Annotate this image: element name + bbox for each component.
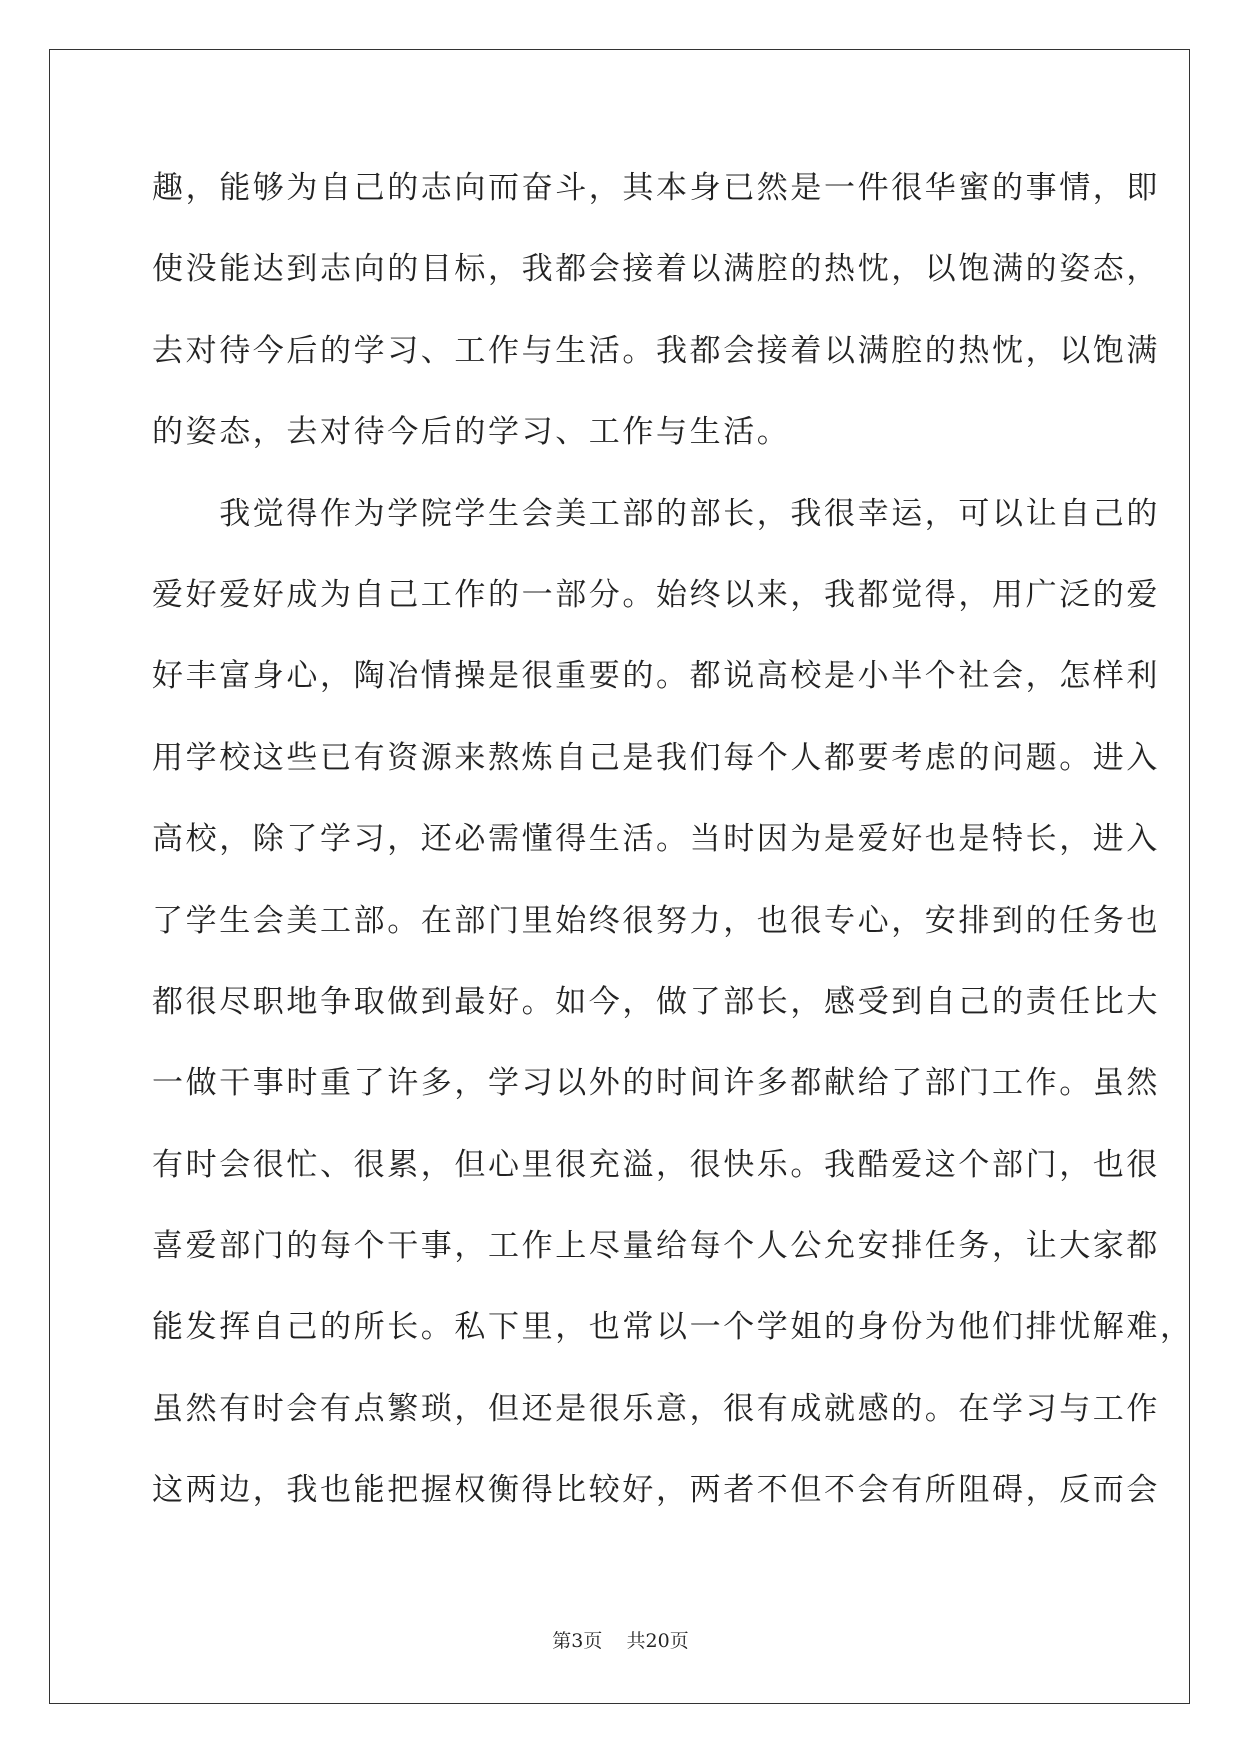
text-line: 趣，能够为自己的志向而奋斗，其本身已然是一件很华蜜的事情，即 bbox=[152, 170, 1160, 206]
text-line: 去对待今后的学习、工作与生活。我都会接着以满腔的热忱，以饱满 bbox=[152, 332, 1160, 369]
text-line: 的姿态，去对待今后的学习、工作与生活。 bbox=[152, 414, 791, 451]
text-line: 使没能达到志向的目标，我都会接着以满腔的热忱，以饱满的姿态， bbox=[152, 251, 1160, 288]
text-line: 喜爱部门的每个干事，工作上尽量给每个人公允安排任务，让大家都 bbox=[152, 1228, 1160, 1265]
text-line-paragraph-start: 我觉得作为学院学生会美工部的部长，我很幸运，可以让自己的 bbox=[152, 495, 1160, 532]
text-line: 高校，除了学习，还必需懂得生活。当时因为是爱好也是特长，进入 bbox=[152, 821, 1160, 858]
text-line: 都很尽职地争取做到最好。如今，做了部长，感受到自己的责任比大 bbox=[152, 983, 1160, 1020]
text-line: 虽然有时会有点繁琐，但还是很乐意，很有成就感的。在学习与工作 bbox=[152, 1390, 1160, 1427]
text-line: 有时会很忙、很累，但心里很充溢，很快乐。我酷爱这个部门，也很 bbox=[152, 1146, 1160, 1183]
text-line: 好丰富身心，陶冶情操是很重要的。都说高校是小半个社会，怎样利 bbox=[152, 658, 1160, 695]
text-line: 能发挥自己的所长。私下里，也常以一个学姐的身份为他们排忧解难， bbox=[152, 1309, 1194, 1346]
page-footer bbox=[0, 1626, 1241, 1653]
text-line: 爱好爱好成为自己工作的一部分。始终以来，我都觉得，用广泛的爱 bbox=[152, 576, 1160, 613]
page-number: 第3页 bbox=[552, 1630, 603, 1652]
text-line: 了学生会美工部。在部门里始终很努力，也很专心，安排到的任务也 bbox=[152, 902, 1160, 939]
document-body bbox=[152, 158, 1194, 1542]
text-line: 用学校这些已有资源来熬炼自己是我们每个人都要考虑的问题。进入 bbox=[152, 739, 1160, 776]
text-line: 这两边，我也能把握权衡得比较好，两者不但不会有所阻碍，反而会 bbox=[152, 1472, 1160, 1509]
text-line: 一做干事时重了许多，学习以外的时间许多都献给了部门工作。虽然 bbox=[152, 1065, 1160, 1102]
page-total: 共20页 bbox=[626, 1630, 689, 1652]
